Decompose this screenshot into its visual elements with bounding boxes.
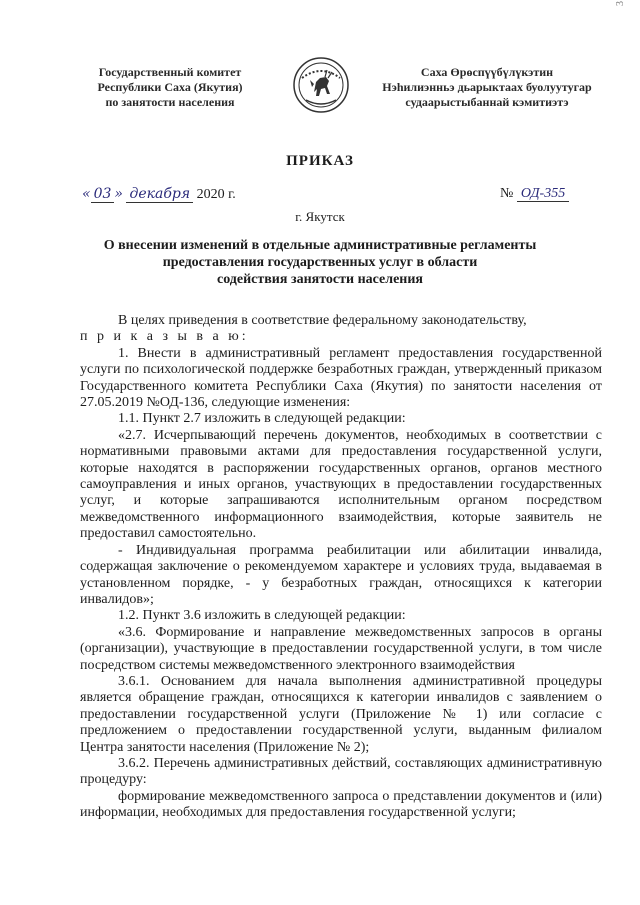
paragraph-1-2: 1.2. Пункт 3.6 изложить в следующей редакции: [118,608,406,624]
number-value: ОД-355 [517,186,569,202]
date-open-quote: « [82,186,91,202]
date-day: 03 [91,186,115,203]
paragraph-2-7: «2.7. Исчерпывающий перечень документов, необходимых в соответствии с нормативными правовыми актами для предоставления государственной услуги, которые находятся в распоряжении государственных органов, органов местного самоуправления и иных органов, участвующих в предоставлении государственных услуг, и которые запрашиваются исполнительным органом посредством межведомственного информационного взаимодействия, которые заявитель не предоставил самостоятельно. [80,427,602,542]
header-left-line: Республики Саха (Якутия) [97,80,243,94]
order-subject [100,237,540,288]
paragraph-3-6-2: 3.6.2. Перечень административных действий, составляющих административную процедуру: [80,755,602,788]
paragraph-1: 1. Внести в административный регламент предоставления государственной услуги по психологической поддержке безработных граждан, утвержденный приказом Государственного комитета Республики Саха (Якутия) по занятости населения от 27.05.2019 №ОД-136, следующие изменения: [80,345,602,411]
order-city: г. Якутск [295,209,345,224]
date-year: 2020 г. [196,187,236,202]
coat-of-arms-yakutia-icon [292,56,350,114]
paragraph-3-6-1: 3.6.1. Основанием для начала выполнения административной процедуры является обращение граждан, относящихся к категории инвалидов с заявлением о предоставлении государственной услуги (Приложение № 1) или согласие с предложением о предоставлении государственной услуги, выданным филиалом Центра занятости населения (Приложение № 2); [80,673,602,755]
order-title: ПРИКАЗ [286,153,354,169]
header-right-line: судаарыстыбаннай кэмитиэтэ [405,95,569,109]
paragraph-3-6: «3.6. Формирование и направление межведомственных запросов в органы (организации), участвующие в предоставлении государственной услуги, в том числе посредством системы межведомственного электронного взаимодействия [80,624,602,673]
order-number [500,186,569,202]
header-right-line: Нэһилиэнньэ дьарыктаах буолуутугар [382,80,592,94]
header-left-line: Государственный комитет [98,65,242,79]
paragraph-last: формирование межведомственного запроса о представлении документов и (или) информации, необходимых для предоставления государственной услуги; [80,788,602,821]
subject-line: О внесении изменений в отдельные административные регламенты [103,238,537,253]
header-left-line: по занятости населения [105,95,235,109]
order-body [80,313,602,822]
header-right-line: Саха Өрөспүүбүлүкэтин [420,65,554,79]
subject-line: предоставления государственных услуг в области [162,255,478,270]
order-word: п р и к а з ы в а ю: [80,329,249,345]
paragraph-dash: - Индивидуальная программа реабилитации или абилитации инвалида, содержащая заключение о рекомендуемом характере и условиях труда, выдаваемая в установленном порядке, - у безработных граждан, относящихся к категории инвалидов»; [80,542,602,607]
paragraph-1-1: 1.1. Пункт 2.7 изложить в следующей редакции: [118,411,406,427]
page-number: 3 [615,0,626,6]
date-close-quote: » [114,186,123,202]
number-prefix: № [500,186,514,201]
header-left-ru [70,65,270,110]
header-right-sah [367,65,607,110]
subject-line: содействия занятости населения [216,272,424,287]
date-month: декабря [126,186,193,203]
order-date [82,186,236,203]
intro-paragraph: В целях приведения в соответствие федеральному законодательству, [118,313,527,328]
